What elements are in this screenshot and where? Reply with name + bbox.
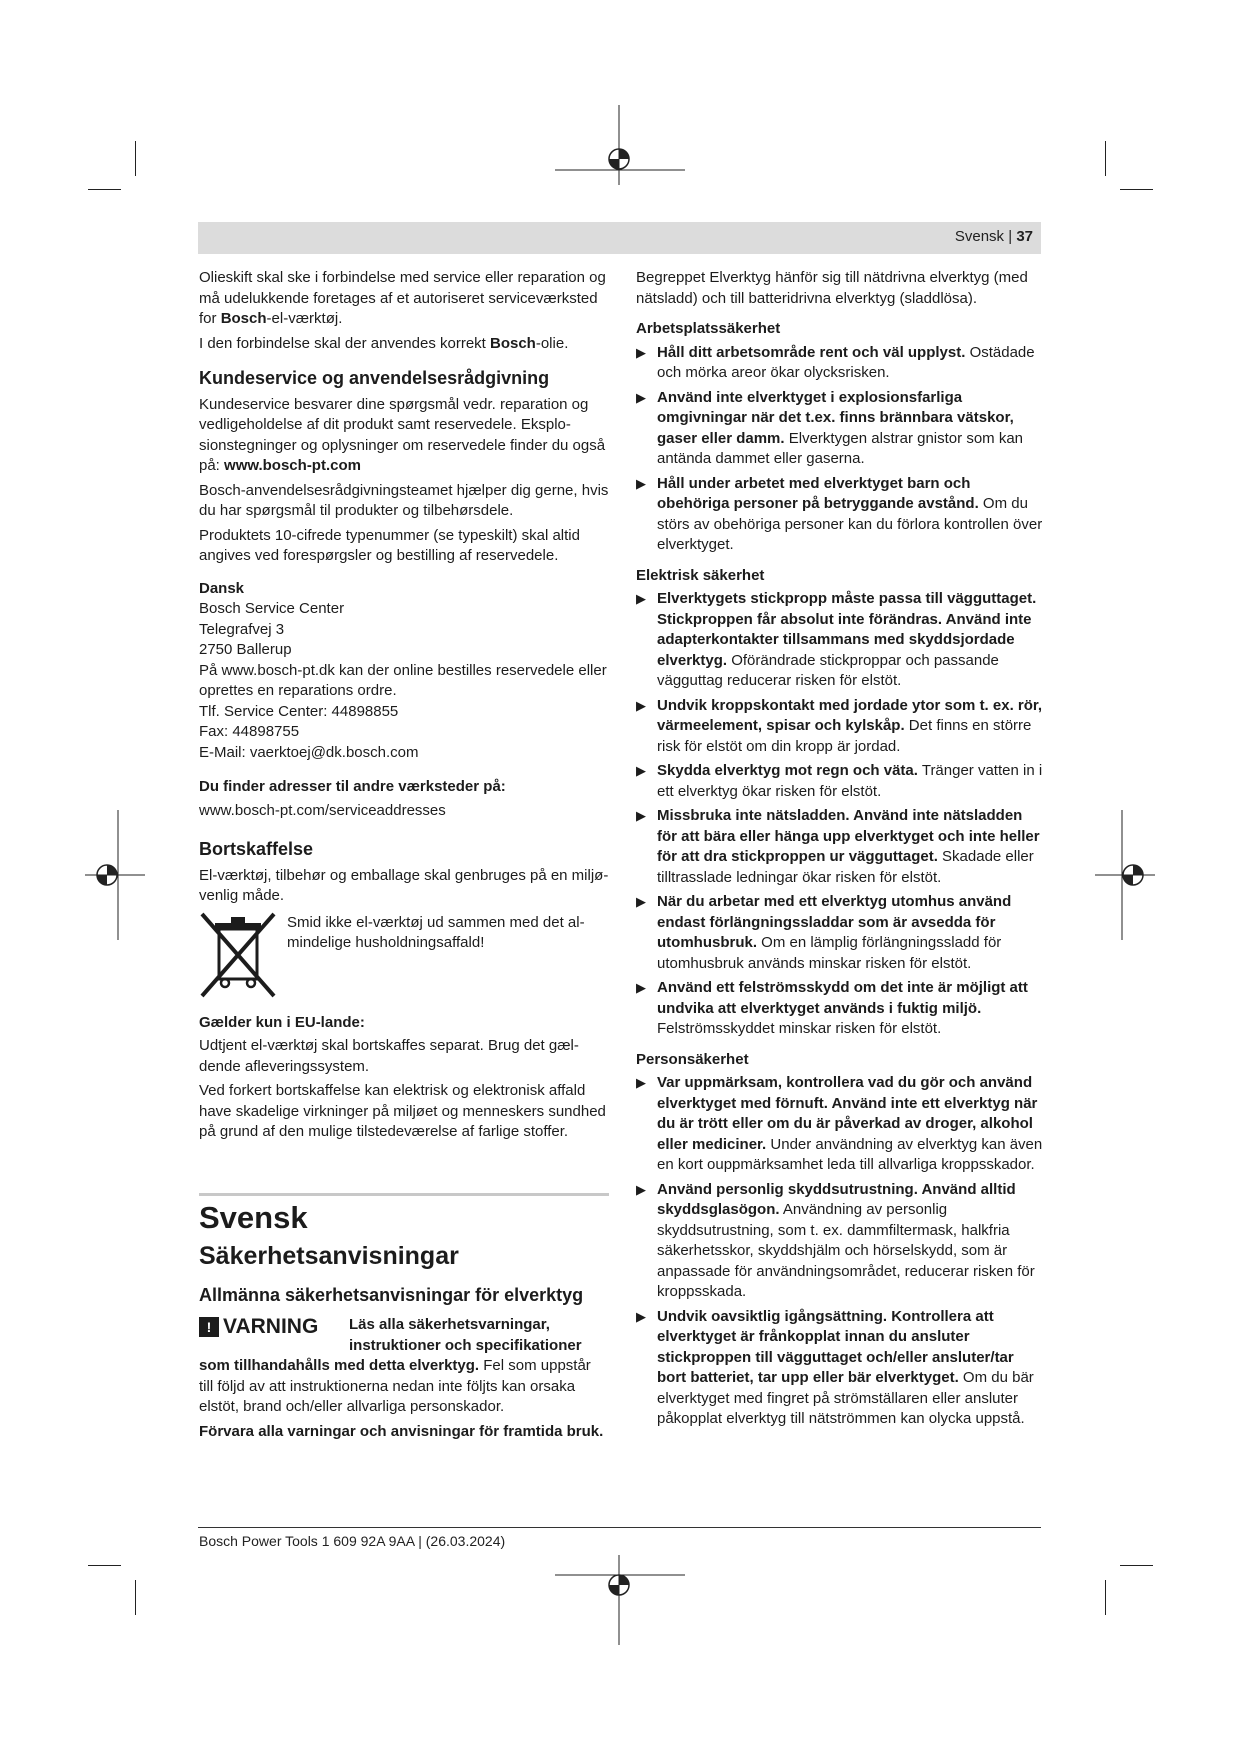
list-arbetsplats: [636, 343, 1046, 556]
registration-mark-left: [85, 810, 145, 940]
bullet-arrow-icon: ▶: [636, 1075, 646, 1090]
disposal-row: [199, 911, 609, 999]
header-separator: |: [1008, 228, 1013, 245]
list-item: ▶ Undvik kroppskontakt med jordade ytor som t. ex. rör, värmeelement, spisar och kylskåp. Det finns en större risk för elstöt om din kropp är jordad.: [636, 696, 1043, 755]
heading-person: Personsäkerhet: [636, 1050, 749, 1068]
list-item: ▶ När du arbetar med ett elverktyg utomhus använd endast förlängningssladdar som är avsedda för utomhusbruk. Om en lämplig förlängningssladd för utomhusbruk används minskar risken för elstöt.: [636, 893, 1012, 972]
heading-eu: Gælder kun i EU-lande:: [199, 1013, 365, 1031]
address-block: [199, 599, 609, 763]
page-header: [198, 222, 1041, 254]
page-number: 37: [1016, 228, 1033, 245]
header-language: Svensk: [954, 228, 1005, 245]
crossed-bin-icon: [199, 911, 277, 999]
bullet-arrow-icon: ▶: [636, 344, 646, 360]
right-column: [636, 268, 1046, 1434]
bullet-arrow-icon: ▶: [636, 1308, 646, 1324]
bullet-arrow-icon: ▶: [636, 763, 646, 778]
paragraph-smid-ikke: Smid ikke el-værktøj ud sammen med det almindelige husholdningsaffald!: [287, 913, 585, 951]
link-serviceaddresses[interactable]: www.bosch-pt.com/serviceaddresses: [199, 801, 446, 819]
heading-elektrisk: Elektrisk säkerhet: [636, 566, 765, 584]
registration-mark-bottom: [555, 1555, 685, 1655]
heading-kundeservice: Kundeservice og anvendelsesrådgivning: [199, 368, 550, 388]
paragraph-forkert: Ved forkert bortskaffelse kan elektrisk og elektronisk affald have skadelige virkninger på miljøet og menneskers sundhed på grund af den mulige tilstedeværelse af farlige stoffer.: [199, 1082, 606, 1140]
section-divider: [199, 1193, 609, 1196]
paragraph-oil: I den forbindelse skal der anvendes korrekt Bosch-olie.: [199, 334, 569, 352]
heading-dansk: Dansk: [199, 579, 245, 597]
paragraph-begreppet: Begreppet Elverktyg hänför sig till nätdrivna elverktyg (med nätsladd) och till batteridrivna elverktyg (sladdlösa).: [636, 269, 1028, 307]
paragraph-typenummer: Produktets 10-cifrede typenummer (se typeskilt) skal altid angives ved forespørgsler og bestilling af reservedele.: [199, 526, 580, 564]
heading-svensk: Svensk: [199, 1199, 308, 1235]
paragraph-udtjent: Udtjent el-værktøj skal bortskaffes separat. Brug det gældende afleveringssystem.: [199, 1037, 579, 1075]
warning-block: [199, 1315, 609, 1418]
heading-bortskaffelse: Bortskaffelse: [199, 839, 314, 859]
list-item: ▶ Håll ditt arbetsområde rent och väl upplyst. Ostädade och mörka areor ökar olycksrisken.: [636, 343, 1035, 381]
address-line: Bosch Service Center: [199, 600, 345, 617]
list-elektrisk: [636, 589, 1046, 1040]
bullet-arrow-icon: ▶: [636, 697, 646, 713]
heading-sakerhetsanvisningar: Säkerhetsanvisningar: [199, 1242, 459, 1270]
page-footer: Bosch Power Tools 1 609 92A 9AA | (26.03.2024): [199, 1533, 506, 1549]
address-line: På www.bosch-pt.dk kan der online bestilles reservedele eller oprettes en reparations ordre.: [199, 661, 607, 699]
list-item: ▶ Håll under arbetet med elverktyget barn och obehöriga personer på betryggande avstånd. Om du störs av obehöriga personer kan du förlora kontrollen över elverktyget.: [636, 474, 1043, 553]
list-person: [636, 1073, 1046, 1430]
header-text: [955, 228, 1033, 245]
address-phone: Tlf. Service Center: 44898855: [199, 702, 399, 720]
footer-divider: [198, 1527, 1041, 1528]
address-line: 2750 Ballerup: [199, 641, 292, 658]
list-item: ▶ Var uppmärksam, kontrollera vad du gör och använd elverktyget med förnuft. Använd inte ett elverktyg när du är trött eller om du är påverkad av droger, alkohol eller mediciner. Under användning av elverktyg kan även en kort ouppmärksamhet leda till allvarliga kroppsskador.: [636, 1074, 1043, 1173]
bullet-arrow-icon: ▶: [636, 591, 646, 606]
list-item: ▶ Använd ett felströmsskydd om det inte är möjligt att undvika att elverktyget används i fuktig miljö. Felströmsskyddet minskar risken för elstöt.: [636, 979, 1028, 1037]
bullet-arrow-icon: ▶: [636, 1181, 646, 1197]
registration-mark-right: [1095, 810, 1155, 940]
list-item: ▶ Elverktygets stickpropp måste passa till vägguttaget. Stickproppen får absolut inte förändras. Använd inte adapterkontakter tillsammans med skyddsjordade elverktyg. Oförändrade stickproppar och passande vägguttag reducerar risken för elstöt.: [636, 590, 1037, 689]
bullet-arrow-icon: ▶: [636, 808, 646, 823]
heading-arbetsplats: Arbetsplatssäkerhet: [636, 320, 781, 337]
warning-label: ! VARNING: [199, 1317, 349, 1338]
bullet-arrow-icon: ▶: [636, 980, 646, 995]
list-item: ▶ Missbruka inte nätsladden. Använd inte nätsladden för att bära eller hänga upp elverktyget och inte heller för att dra stickproppen ur vägguttaget. Skadade eller tilltrasslade ledningar ökar risken för elstöt.: [636, 807, 1040, 886]
paragraph-genbrug: El-værktøj, tilbehør og emballage skal genbruges på en miljøvenlig måde.: [199, 866, 609, 904]
bullet-arrow-icon: ▶: [636, 475, 646, 491]
heading-allmanna: Allmänna säkerhetsanvisningar för elverktyg: [199, 1284, 584, 1305]
list-item: ▶ Skydda elverktyg mot regn och väta. Tränger vatten in i ett elverktyg ökar risken för elstöt.: [636, 762, 1043, 800]
bullet-arrow-icon: ▶: [636, 894, 646, 909]
paragraph-forvara: Förvara alla varningar och anvisningar för framtida bruk.: [199, 1422, 604, 1440]
address-fax: Fax: 44898755: [199, 723, 300, 740]
left-column: [199, 268, 609, 1446]
paragraph-oil-change: Olieskift skal ske i forbindelse med service eller reparation og må udelukkende foretages af et autoriseret serviceværksted for Bosch-el-værktøj.: [199, 269, 606, 327]
list-item: ▶ Undvik oavsiktlig igångsättning. Kontrollera att elverktyget är frånkopplat innan du ansluter stickproppen till vägguttaget och/eller ansluter/tar bort batteriet, tar upp eller bär elverktyget. Om du bär elverktyget med fingret på strömställaren eller ansluter påkopplat elverktyg till nätströmmen kan olycka uppstå.: [636, 1307, 1034, 1427]
list-item: ▶ Använd inte elverktyget i explosionsfarliga omgivningar när det t.ex. finns brännbara vätskor, gaser eller damm. Elverktygen alstrar gnistor som kan antända dammet eller gaserna.: [636, 388, 1024, 467]
paragraph-raadgivning: Bosch-anvendelsesrådgivningsteamet hjælper dig gerne, hvis du har spørgsmål til produkter og tilbehørsdele.: [199, 481, 609, 519]
warning-triangle-icon: !: [199, 1317, 219, 1337]
warning-text: Läs alla säkerhetsvarningar, instruktioner och specifikationer som tillhandahålls med detta elverktyg. Fel som uppstår till följd av att instruktionerna nedan inte följts kan orsaka elstöt, brand och/eller allvarliga personskador.: [199, 1316, 591, 1415]
heading-adresser: Du finder adresser til andre værksteder på:: [199, 778, 506, 795]
address-line: Telegrafvej 3: [199, 620, 285, 638]
bullet-arrow-icon: ▶: [636, 389, 646, 405]
list-item: ▶ Använd personlig skyddsutrustning. Använd alltid skyddsglasögon. Användning av personlig skyddsutrustning, som t. ex. dammfiltermask, halkfria säkerhetsskor, skyddshjälm och hörselskydd, som är anpassade för användningsområdet, reducerar risken för kroppsskada.: [636, 1180, 1035, 1300]
registration-mark-top: [555, 105, 685, 205]
paragraph-kundeservice: Kundeservice besvarer dine spørgsmål vedr. reparation og vedligeholdelse af dit produkt samt reservedele. Eksplosionstegninger og oplysninger om reservedele finder du også på: www.bosch-pt.com: [199, 395, 606, 474]
address-email: E-Mail: vaerktoej@dk.bosch.com: [199, 743, 419, 761]
